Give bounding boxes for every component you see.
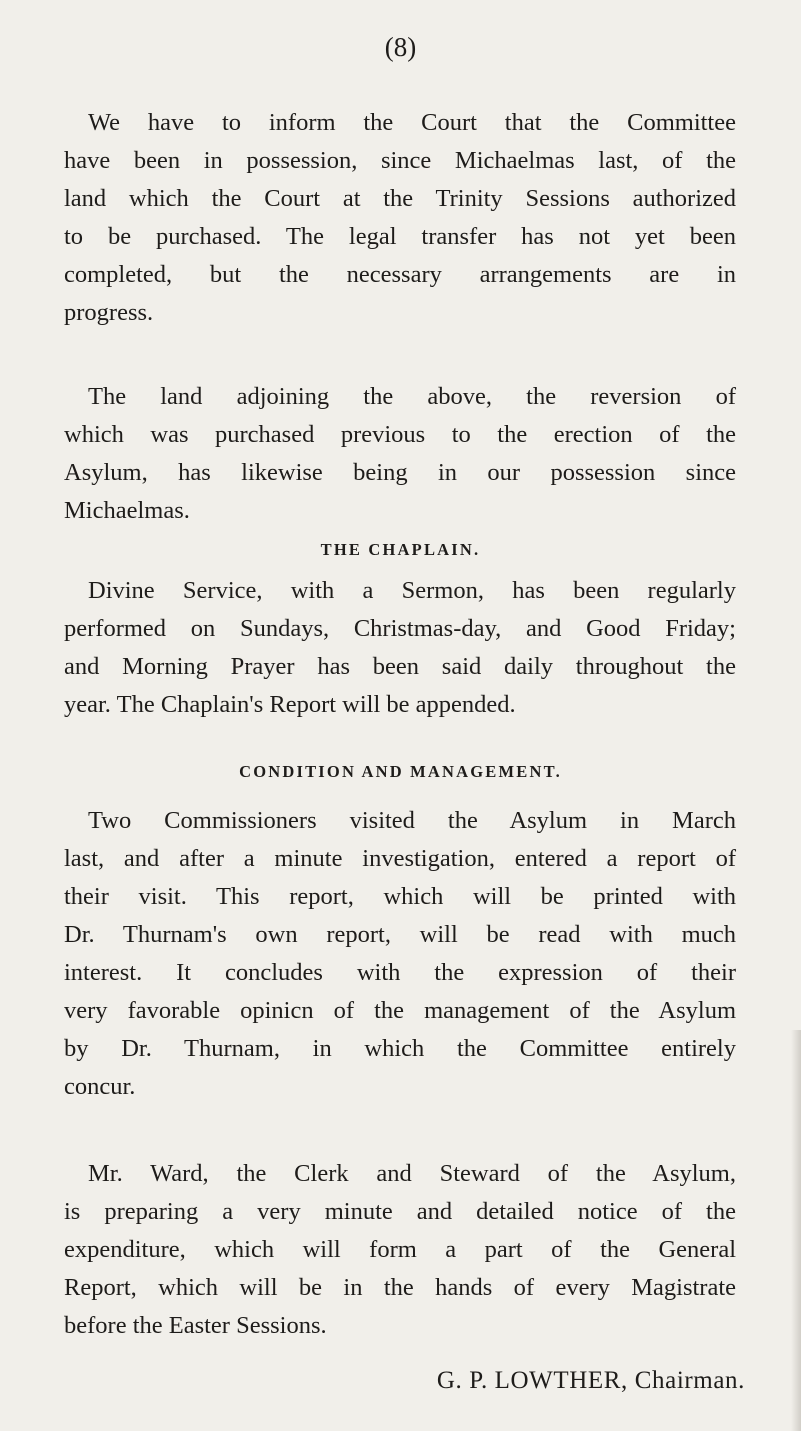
text-line: Asylum, has likewise being in our possession since — [64, 459, 736, 486]
text-line: land which the Court at the Trinity Sessions authorized — [64, 185, 736, 212]
text-line: to be purchased. The legal transfer has not yet been — [64, 223, 736, 250]
signature-line: G. P. LOWTHER, Chairman. — [436, 1367, 745, 1394]
text-line: Report, which will be in the hands of every Magistrate — [64, 1274, 736, 1301]
text-line: concur. — [64, 1073, 136, 1100]
text-line: Two Commissioners visited the Asylum in March — [88, 807, 736, 834]
paragraph-divine-service — [64, 572, 736, 724]
text-line: Mr. Ward, the Clerk and Steward of the Asylum, — [88, 1160, 736, 1187]
text-line: progress. — [64, 299, 154, 326]
text-line: We have to inform the Court that the Committee — [88, 109, 736, 136]
text-line: Michaelmas. — [64, 497, 190, 524]
text-line: year. The Chaplain's Report will be appended. — [64, 691, 516, 718]
page-edge-shadow — [791, 1030, 801, 1431]
paragraph-adjoining-land — [64, 378, 736, 530]
paragraph-commissioners — [64, 802, 736, 1106]
text-line: Dr. Thurnam's own report, will be read with much — [64, 921, 736, 948]
text-line: last, and after a minute investigation, entered a report of — [64, 845, 736, 872]
section-heading-condition: CONDITION AND MANAGEMENT. — [239, 762, 562, 781]
text-line: expenditure, which will form a part of the General — [64, 1236, 736, 1263]
paragraph-clerk-steward — [64, 1155, 736, 1345]
text-line: their visit. This report, which will be printed with — [64, 883, 736, 910]
text-line: have been in possession, since Michaelmas last, of the — [64, 147, 736, 174]
text-line: completed, but the necessary arrangements are in — [64, 261, 736, 288]
page-number: (8) — [384, 32, 417, 62]
text-line: and Morning Prayer has been said daily throughout the — [64, 653, 736, 680]
text-line: performed on Sundays, Christmas-day, and Good Friday; — [64, 615, 736, 642]
text-line: is preparing a very minute and detailed notice of the — [64, 1198, 736, 1225]
text-line: interest. It concludes with the expression of their — [64, 959, 736, 986]
text-line: by Dr. Thurnam, in which the Committee entirely — [64, 1035, 736, 1062]
paragraph-land-purchase — [64, 104, 736, 332]
text-line: which was purchased previous to the erection of the — [64, 421, 736, 448]
section-heading-chaplain: THE CHAPLAIN. — [320, 540, 481, 559]
text-line: Divine Service, with a Sermon, has been regularly — [88, 577, 736, 604]
text-line: very favorable opinicn of the management of the Asylum — [64, 997, 736, 1024]
text-line: before the Easter Sessions. — [64, 1312, 327, 1339]
text-line: The land adjoining the above, the reversion of — [88, 383, 736, 410]
